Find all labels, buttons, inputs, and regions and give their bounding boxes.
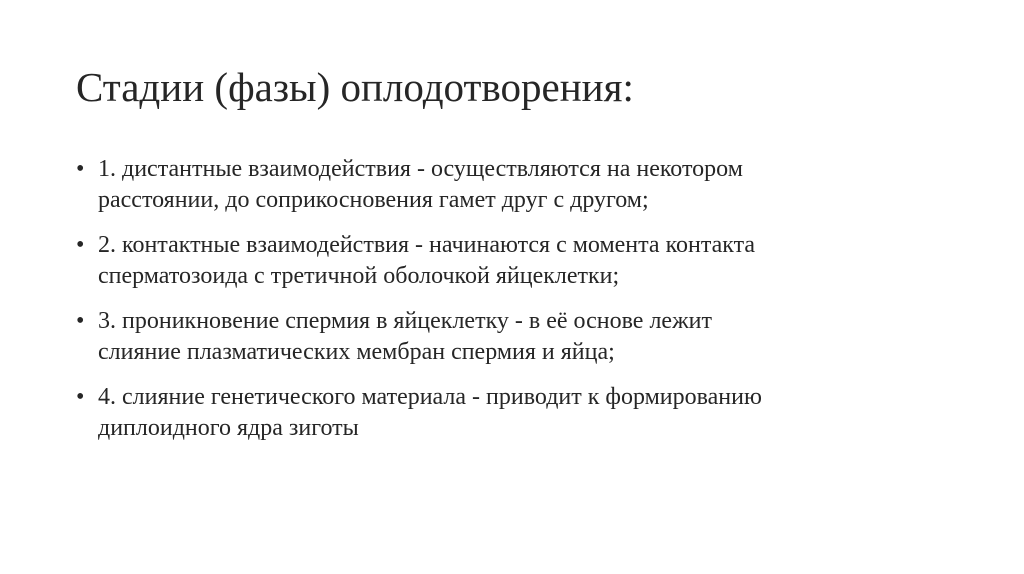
bullet-marker: •	[76, 232, 85, 258]
bullet-item-2	[76, 230, 956, 292]
bullet-text-line-1: 1. дистантные взаимодействия - осуществляются на некотором	[98, 156, 743, 182]
bullet-list	[76, 154, 956, 458]
bullet-item-4	[76, 382, 956, 444]
bullet-marker: •	[76, 308, 85, 334]
bullet-item-3	[76, 306, 956, 368]
bullet-marker: •	[76, 384, 85, 410]
slide-title: Стадии (фазы) оплодотворения:	[76, 64, 634, 110]
bullet-text-line-1: 3. проникновение спермия в яйцеклетку - в её основе лежит	[98, 308, 712, 334]
bullet-text-line-2: диплоидного ядра зиготы	[98, 415, 359, 441]
bullet-marker: •	[76, 156, 85, 182]
bullet-text-line-2: расстоянии, до соприкосновения гамет друг с другом;	[98, 187, 649, 213]
bullet-text-line-2: сперматозоида с третичной оболочкой яйцеклетки;	[98, 263, 620, 289]
bullet-text-line-1: 4. слияние генетического материала - приводит к формированию	[98, 384, 762, 410]
bullet-text-line-1: 2. контактные взаимодействия - начинаются с момента контакта	[98, 232, 756, 258]
bullet-text-line-2: слияние плазматических мембран спермия и яйца;	[98, 339, 615, 365]
bullet-item-1	[76, 154, 956, 216]
